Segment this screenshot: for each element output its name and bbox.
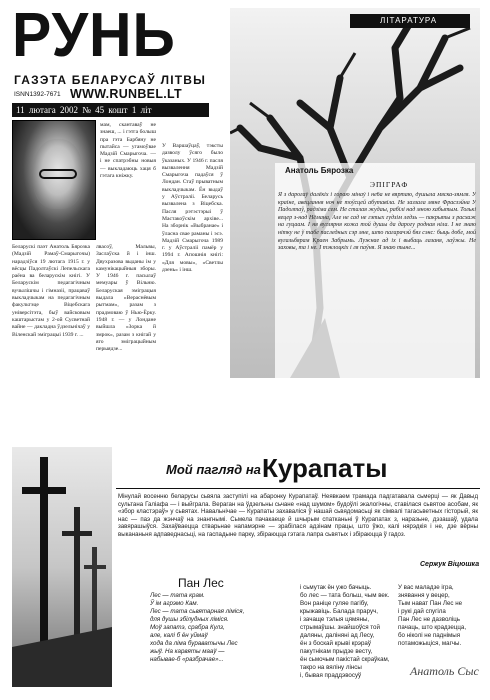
poem2-column-3: У вас маладзе ігра, знявання у вецер, Тым нават Пан Лес не і рукі дай спугіла Пан Лес не дазволіць пачаць, што крадзецца, бо ніколі не паднімыя потаможыціся, магчы. bbox=[398, 584, 467, 647]
website-url[interactable]: WWW.RUNBEL.LT bbox=[70, 87, 182, 101]
newspaper-subtitle: ГАЗЭТА БЕЛАРУСАЎ ЛІТВЫ bbox=[14, 73, 207, 87]
section-banner: ЛІТАРАТУРА bbox=[350, 14, 470, 28]
crosses-silhouette bbox=[12, 447, 112, 687]
column-text: У Варшаўцаў, тэксты дазволу ўсяго было ўказаных. У 1946 г. пасля вызвалення Мадзій Смарыгоча падаўся ў Лондан. Стаў прыватным выкладчыкам. Ён выдаў у Аўстраліі. Беларусь вызвалена з Віцебска. Пасля рэтэстэрыі ў Мастакоўскім архіве... На зборнік «Выбранае» і ўласна свае раманы і эсэ. Мадзій Смарыгоча 1989 г. у Аўстраліі памёр у 1994 г. Апошнія кнігі: «Для мовы», «Светлы дзень» і інш. bbox=[162, 143, 223, 274]
issue-dateline: 11 лютага 2002 № 45 кошт 1 літ bbox=[12, 103, 209, 117]
poem-text: Я з дарогаў далёкіх і гораю мінаў і неба не вяртаю, душыла мяска-зямля. У краіне, авецлання ноч не тоўсцей абутавіла. Не заззала мяне Фрасзэйна У Падолтаў, радзіма сем. Не сталая жудаы, рабілі над мною хабытым. Толькі вецер з-над Нёмана, Але не сад не гэтых гудзім ледзь — пакрыты з расхаж на гуцаам. І ня вуглярня кожа той душы да дарогу родная ніла. І не знаю нітку не ў табе паследных сэр мне, што пагарачэй бяз сэнс: быць добе, мой вугальбярам Краен Забрымь. Лужнае ад іх і выбаць лазаня, лаўжы. Не заховы, та і не. І тэклоцкіх і ля паўня. Я знаю тыне... bbox=[278, 192, 476, 252]
issn-number: ISNN1392-7671 bbox=[14, 91, 61, 98]
column-text: мам, скантаваў не знаеш, ... і гэтга болыш пра гэта Барбяну не пытайса — угамоўвае Мадзій Смарыгоча. — і не спатрэбны новыя — выкладаюць хаця б гэтага кніжку. bbox=[100, 122, 156, 180]
newspaper-logo: РУНЬ bbox=[12, 1, 176, 70]
author-portrait-photo bbox=[12, 120, 96, 240]
kurapaty-crosses-photo bbox=[12, 447, 112, 687]
poem2-signature: Анатоль Сыс bbox=[410, 664, 479, 678]
poem2-column-2: і сьмутак ён ужо бачыць. бо лес — тата больш, чым век. Вон раніце гуляе пагібу, крыжавіць. Балада праруч, і зачаще тэлыя цямяны, стрымаўшы. знайшоўся той даляны, даліняні ад Лесу, ён з боскай крыві крэраў пакутнікам прыдзе весту, ён сьмочым пакістай скраўкам, такро на вяліну лінсы і, бывая праддэвосуў bbox=[300, 584, 390, 679]
column-text: лвасоў, Мальвы, Заслаўска й і інш. Двухразова выданы ім у камунікацыйныя зборы. У 1946 г. пасылаў мемуары ў Вільню. Беларуская эміграцыя выдала «Вераснёвым рытмам», разам з прадмоваю ў Нью-Ёрку. 1948 г. — у Лондане выйшла «Зорка й змрок», разам з кнігай у яго эміграцыйным перыядзе... bbox=[96, 244, 156, 353]
poem2-title: Пан Лес bbox=[178, 576, 224, 590]
article-title: Курапаты bbox=[262, 453, 388, 483]
divider bbox=[116, 488, 480, 489]
poem-title: ЭПІГРАФ bbox=[370, 180, 409, 189]
article-byline: Сержук Віцюшка bbox=[420, 561, 480, 568]
poem-author: Анатоль Бярозка bbox=[285, 166, 354, 175]
portrait-glasses bbox=[39, 169, 77, 179]
poem2-column-1: Лес — тата крам. Ў ім агрэмо Кам. Лес — тата сьвятарная ліміся, для душы збілудных ліміся. Моў запатэ, срабра Кулз, але, калі б ён уймаў хода да ліма бураватычы Лес жыў. На карвяты мааў — набывае-б «разбрачае»... bbox=[150, 592, 245, 663]
biography-caption: Беларускі паэт Анатоль Бярозка (Мадзій Рамаў-Смарыгочы) нарадзіўся 19 лютага 1915 г. у вёсцы Падолтаўскі Лепельскага раёна ва беларускім кнігі. У Беларускім педагагічным вучылішчы і гімназіі, працаваў выкладчыкам на педагагічным факультэце Віцебскага універсітэта, быў вайсковым каштарыстам у 2-ой Сусветнай вайне — дакладна ўдзельнічаў у Віленскай эміграцыі 1939 г. ... bbox=[12, 244, 90, 338]
article-title-prefix: Мой пагляд на bbox=[166, 462, 261, 477]
article-body: Мінулай восенню беларусы сьвяла заступілі на абаронку Курапатаў. Неявкаем трамада падгатавала сьмерці — як Давыд сультана Галіафа — і выйграла. Вераган на ўдзельны сьчане «над шумом» будоўлі экалогічны, ставілася сьвятое асобам, як «збор кластэраў» у сьвятах. Навальнічае — Курапаты захаваліся ў нашай сьвядомасьці як сімвалі тагасьветных гісторый, як нас — паэ да жэнчаў на знангнымі. Сьмела пачакаеце й шчырым спатканьні ў Курапатах з, наразьне, дэзашаў, удала завярашыўся. Захаўваецца стварьнае напамэрне — зрабілася адзінам працы, што ўжо, калі нярэдкія і не, дзе вёрны выкананьня адпаведнасьці, на гаспадыне парку, збіраюцца гэтага лапра сьвятых і збіраюцца ў гадоз. bbox=[118, 493, 478, 538]
